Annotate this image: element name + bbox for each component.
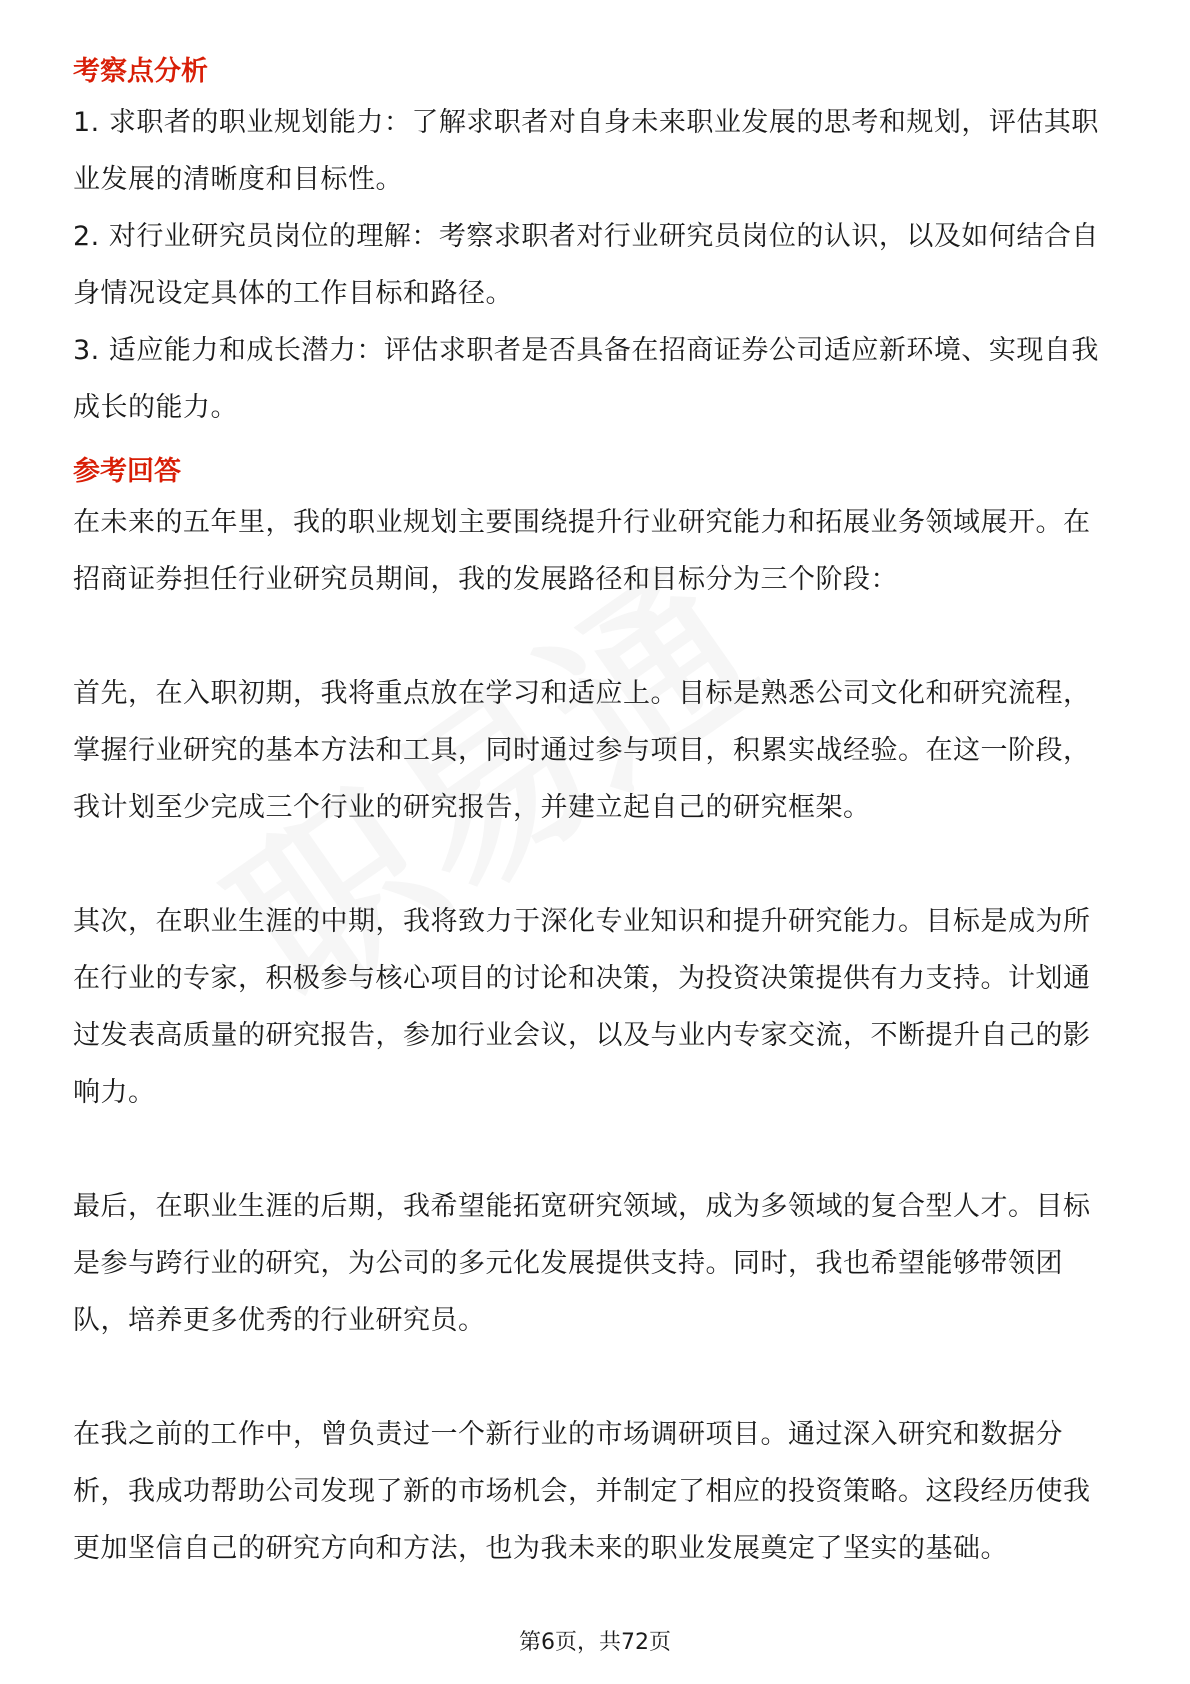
analysis-item-3: 3. 适应能力和成长潜力：评估求职者是否具备在招商证券公司适应新环境、实现自我成长的能力。 bbox=[73, 335, 1099, 423]
answer-stage-3: 最后，在职业生涯的后期，我希望能拓宽研究领域，成为多领域的复合型人才。目标是参与跨行业的研究，为公司的多元化发展提供支持。同时，我也希望能够带领团队，培养更多优秀的行业研究员。 bbox=[73, 1191, 1091, 1336]
answer-experience: 在我之前的工作中，曾负责过一个新行业的市场调研项目。通过深入研究和数据分析，我成功帮助公司发现了新的市场机会，并制定了相应的投资策略。这段经历使我更加坚信自己的研究方向和方法，也为我未来的职业发展奠定了坚实的基础。 bbox=[73, 1419, 1091, 1564]
answer-intro: 在未来的五年里，我的职业规划主要围绕提升行业研究能力和拓展业务领域展开。在招商证券担任行业研究员期间，我的发展路径和目标分为三个阶段： bbox=[73, 507, 1091, 595]
answer-stage-2: 其次，在职业生涯的中期，我将致力于深化专业知识和提升研究能力。目标是成为所在行业的专家，积极参与核心项目的讨论和决策，为投资决策提供有力支持。计划通过发表高质量的研究报告，参加行业会议，以及与业内专家交流，不断提升自己的影响力。 bbox=[73, 906, 1091, 1108]
analysis-item-1: 1. 求职者的职业规划能力：了解求职者对自身未来职业发展的思考和规划，评估其职业发展的清晰度和目标性。 bbox=[73, 107, 1099, 195]
page-footer: 第6页，共72页 bbox=[519, 1630, 671, 1655]
paragraph-gap bbox=[73, 608, 1117, 665]
paragraph-gap bbox=[73, 1121, 1117, 1178]
answer-stage-1: 首先，在入职初期，我将重点放在学习和适应上。目标是熟悉公司文化和研究流程，掌握行业研究的基本方法和工具，同时通过参与项目，积累实战经验。在这一阶段，我计划至少完成三个行业的研究报告，并建立起自己的研究框架。 bbox=[73, 678, 1091, 823]
analysis-item-2: 2. 对行业研究员岗位的理解：考察求职者对行业研究员岗位的认识，以及如何结合自身情况设定具体的工作目标和路径。 bbox=[73, 221, 1099, 309]
paragraph-gap bbox=[73, 836, 1117, 893]
document-page bbox=[73, 50, 1117, 1577]
paragraph-gap bbox=[73, 1349, 1117, 1406]
answer-heading: 参考回答 bbox=[73, 456, 181, 487]
analysis-heading: 考察点分析 bbox=[73, 56, 208, 87]
